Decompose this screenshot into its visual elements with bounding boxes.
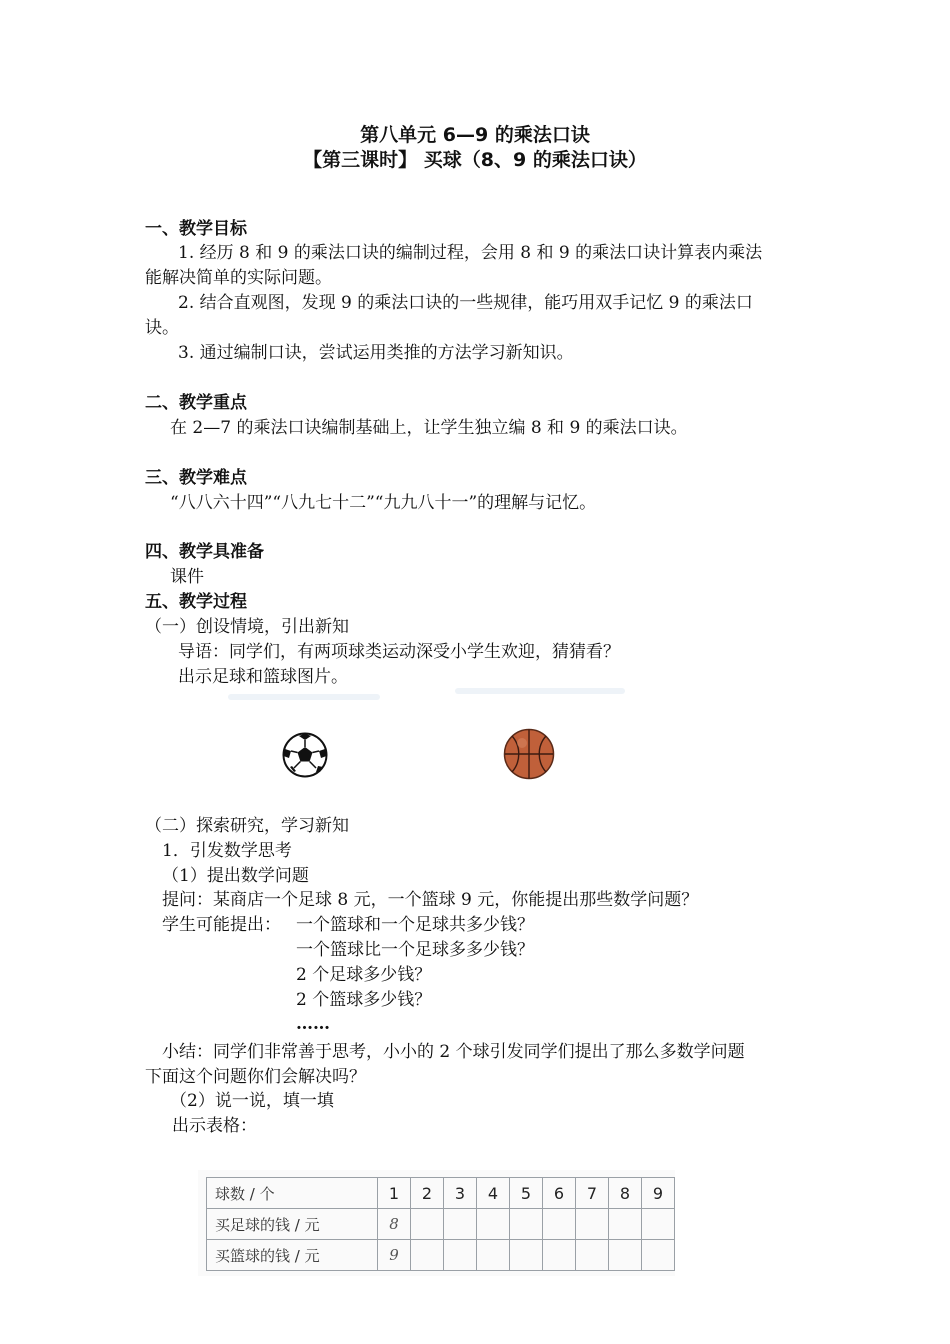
objective-1-line1: 1. 经历 8 和 9 的乘法口诀的编制过程，会用 8 和 9 的乘法口诀计算表内乘法 xyxy=(178,243,763,263)
row-label-ball-count: 球数 / 个 xyxy=(207,1178,378,1209)
process-part-1: （一）创设情境，引出新知 xyxy=(145,617,349,637)
lesson-title: 【第三课时】 买球（8、9 的乘法口诀） xyxy=(303,149,647,171)
table-cell: 1 xyxy=(378,1178,411,1209)
price-table xyxy=(206,1177,675,1271)
table-cell: 4 xyxy=(477,1178,510,1209)
question-text: 提问：某商店一个足球 8 元，一个篮球 9 元，你能提出那些数学问题？ xyxy=(162,890,699,910)
summary-line-2: 下面这个问题你们会解决吗？ xyxy=(145,1067,366,1087)
unit-title: 第八单元 6—9 的乘法口诀 xyxy=(360,124,590,146)
intro-text: 导语：同学们，有两项球类运动深受小学生欢迎，猜猜看？ xyxy=(178,642,620,662)
step-1-2: （2）说一说，填一填 xyxy=(170,1091,334,1111)
table-cell xyxy=(444,1240,477,1271)
table-cell xyxy=(543,1240,576,1271)
table-cell xyxy=(510,1209,543,1240)
table-cell: 6 xyxy=(543,1178,576,1209)
materials-text: 课件 xyxy=(170,567,204,587)
basketball-icon xyxy=(503,728,555,780)
table-cell xyxy=(444,1209,477,1240)
table-cell: 8 xyxy=(609,1178,642,1209)
table-cell xyxy=(642,1240,675,1271)
summary-line-1: 小结：同学们非常善于思考，小小的 2 个球引发同学们提出了那么多数学问题 xyxy=(162,1042,745,1062)
section-heading-difficulties: 三、教学难点 xyxy=(145,468,247,488)
objective-3: 3. 通过编制口诀，尝试运用类推的方法学习新知识。 xyxy=(178,343,574,363)
table-row xyxy=(207,1240,675,1271)
key-points-text: 在 2—7 的乘法口诀编制基础上，让学生独立编 8 和 9 的乘法口诀。 xyxy=(170,418,688,438)
table-cell xyxy=(576,1240,609,1271)
section-heading-materials: 四、教学具准备 xyxy=(145,542,264,562)
difficulties-text: “八八六十四”“八九七十二”“九九八十一”的理解与记忆。 xyxy=(170,493,597,513)
table-cell xyxy=(411,1209,444,1240)
show-balls-text: 出示足球和篮球图片。 xyxy=(178,667,348,687)
step-1-1: （1）提出数学问题 xyxy=(162,866,309,886)
section-heading-objectives: 一、教学目标 xyxy=(145,219,247,239)
table-cell xyxy=(543,1209,576,1240)
table-cell: 5 xyxy=(510,1178,543,1209)
table-cell-handwritten: 8 xyxy=(378,1209,411,1240)
section-heading-key-points: 二、教学重点 xyxy=(145,393,247,413)
table-cell xyxy=(642,1209,675,1240)
table-cell xyxy=(609,1240,642,1271)
student-question-3: 2 个足球多少钱？ xyxy=(296,965,432,985)
ellipsis: …… xyxy=(296,1014,330,1034)
table-cell xyxy=(477,1240,510,1271)
image-edge xyxy=(455,688,625,694)
student-question-1: 一个篮球和一个足球共多少钱？ xyxy=(296,915,534,935)
objective-2-line2: 诀。 xyxy=(145,318,179,338)
student-question-4: 2 个篮球多少钱？ xyxy=(296,990,432,1010)
row-label-basketball-cost: 买篮球的钱 / 元 xyxy=(207,1240,378,1271)
table-cell: 7 xyxy=(576,1178,609,1209)
table-row xyxy=(207,1178,675,1209)
table-cell-handwritten: 9 xyxy=(378,1240,411,1271)
row-label-soccer-cost: 买足球的钱 / 元 xyxy=(207,1209,378,1240)
student-question-2: 一个篮球比一个足球多多少钱？ xyxy=(296,940,534,960)
table-cell: 2 xyxy=(411,1178,444,1209)
objective-2-line1: 2. 结合直观图，发现 9 的乘法口诀的一些规律，能巧用双手记忆 9 的乘法口 xyxy=(178,293,753,313)
show-table-text: 出示表格： xyxy=(172,1116,257,1136)
section-heading-process: 五、教学过程 xyxy=(145,592,247,612)
student-label: 学生可能提出： xyxy=(162,915,281,935)
table-cell: 3 xyxy=(444,1178,477,1209)
image-edge xyxy=(228,694,380,700)
objective-1-line2: 能解决简单的实际问题。 xyxy=(145,268,332,288)
soccer-ball-icon xyxy=(282,732,328,778)
table-cell xyxy=(510,1240,543,1271)
table-cell xyxy=(576,1209,609,1240)
table-cell xyxy=(477,1209,510,1240)
table-cell xyxy=(411,1240,444,1271)
process-part-2: （二）探索研究，学习新知 xyxy=(145,816,349,836)
table-row xyxy=(207,1209,675,1240)
step-1: 1．引发数学思考 xyxy=(162,841,292,861)
table-cell xyxy=(609,1209,642,1240)
table-cell: 9 xyxy=(642,1178,675,1209)
